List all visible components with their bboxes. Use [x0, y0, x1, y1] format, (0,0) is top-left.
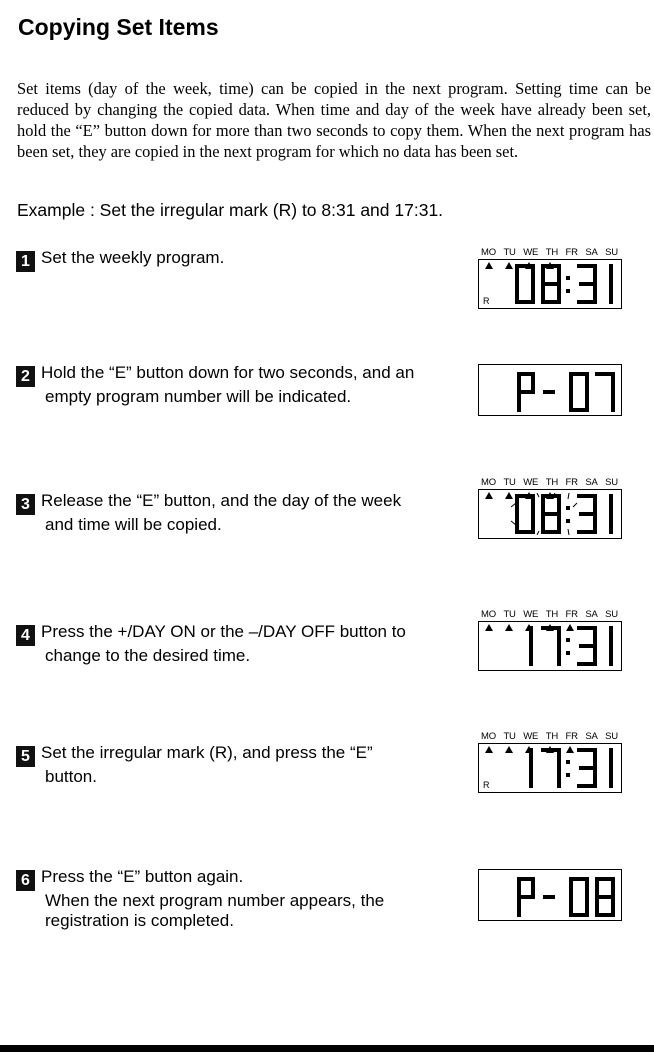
lcd-display-3 [478, 477, 622, 539]
day-label: FR [565, 731, 578, 742]
day-label: SU [605, 731, 618, 742]
day-label: SA [585, 477, 598, 488]
step-text-line: Set the irregular mark (R), and press the “E” [41, 743, 373, 762]
lcd-display-1 [478, 247, 622, 309]
step-text-line: Hold the “E” button down for two seconds, and an [41, 363, 415, 382]
irregular-mark-r: R [483, 780, 490, 790]
intro-paragraph: Set items (day of the week, time) can be copied in the next program. Setting time can be reduced by changing the copied data. When time and day of the week have already been set, hold the “E” button down for more than two seconds to copy them. When the next program has been set, they are copied in the next program for which no data has been set. [17, 79, 651, 161]
step-6 [16, 867, 460, 931]
segment-digits-08-31 [511, 263, 617, 305]
day-labels [478, 247, 622, 259]
day-label: MO [481, 477, 496, 488]
lcd-screen [478, 743, 622, 793]
day-label: SA [585, 247, 598, 258]
day-label: FR [565, 609, 578, 620]
day-label: TU [503, 247, 516, 258]
day-label: FR [565, 247, 578, 258]
day-label: TH [545, 247, 558, 258]
page-title: Copying Set Items [18, 14, 219, 40]
day-label: TU [503, 609, 516, 620]
segment-program-p-08 [511, 876, 617, 918]
lcd-display-6 [478, 869, 622, 921]
step-number: 6 [16, 870, 35, 891]
day-label: WE [523, 477, 539, 488]
bottom-rule [0, 1045, 654, 1052]
day-label: SU [605, 609, 618, 620]
lcd-screen [478, 364, 622, 416]
irregular-mark-r: R [483, 296, 490, 306]
lcd-display-5 [478, 731, 622, 793]
lcd-screen [478, 869, 622, 921]
day-labels [478, 731, 622, 743]
day-label: SU [605, 247, 618, 258]
step-text-line: Press the “E” button again. [41, 867, 244, 886]
segment-digits-17-31 [511, 747, 617, 789]
step-text-line: Release the “E” button, and the day of the week [41, 491, 402, 510]
day-label: SA [585, 731, 598, 742]
step-text-line: Set the weekly program. [41, 248, 225, 267]
day-label: MO [481, 247, 496, 258]
day-label: MO [481, 609, 496, 620]
lcd-screen [478, 259, 622, 309]
step-5 [16, 743, 460, 787]
day-label: TH [545, 477, 558, 488]
day-label: TU [503, 731, 516, 742]
step-text-line: button. [45, 767, 97, 786]
step-4 [16, 622, 460, 666]
day-label: TU [503, 477, 516, 488]
day-label: SU [605, 477, 618, 488]
day-label: WE [523, 731, 539, 742]
segment-program-p-07 [511, 371, 617, 413]
day-label: TH [545, 731, 558, 742]
lcd-screen [478, 621, 622, 671]
step-text-line: and time will be copied. [45, 515, 222, 534]
step-text-line: empty program number will be indicated. [45, 387, 352, 406]
segment-digits-08-31-flashing [511, 493, 617, 535]
day-labels [478, 609, 622, 621]
lcd-screen [478, 489, 622, 539]
step-number: 4 [16, 625, 35, 646]
lcd-display-4 [478, 609, 622, 671]
step-number: 5 [16, 746, 35, 767]
day-label: WE [523, 247, 539, 258]
step-text-line: registration is completed. [45, 911, 234, 930]
step-number: 2 [16, 366, 35, 387]
day-label: FR [565, 477, 578, 488]
day-label: WE [523, 609, 539, 620]
lcd-display-2 [478, 364, 622, 416]
day-label: MO [481, 731, 496, 742]
step-text-line: Press the +/DAY ON or the –/DAY OFF button to [41, 622, 406, 641]
day-label: SA [585, 609, 598, 620]
step-2 [16, 363, 460, 407]
step-text-line: When the next program number appears, the [45, 891, 385, 910]
segment-digits-17-31 [511, 625, 617, 667]
example-line: Example : Set the irregular mark (R) to 8:31 and 17:31. [17, 200, 444, 220]
step-number: 1 [16, 251, 35, 272]
step-3 [16, 491, 460, 535]
step-1 [16, 248, 460, 272]
step-text-line: change to the desired time. [45, 646, 251, 665]
day-label: TH [545, 609, 558, 620]
day-labels [478, 477, 622, 489]
step-number: 3 [16, 494, 35, 515]
